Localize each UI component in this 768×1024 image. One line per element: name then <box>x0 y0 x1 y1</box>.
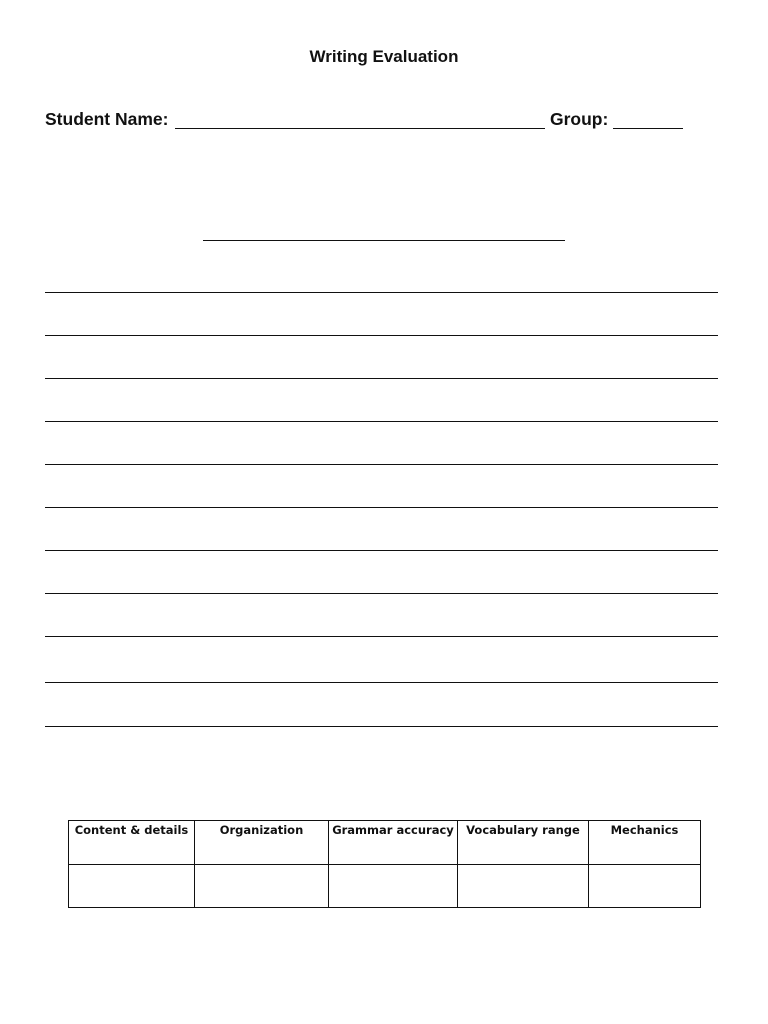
writing-line[interactable] <box>45 292 718 293</box>
essay-title-field[interactable] <box>203 240 565 241</box>
rubric-header-organization: Organization <box>195 821 329 865</box>
rubric-score-row <box>69 865 701 908</box>
rubric-header-vocabulary: Vocabulary range <box>458 821 589 865</box>
writing-line[interactable] <box>45 550 718 551</box>
rubric-header-mechanics: Mechanics <box>589 821 701 865</box>
student-info-row <box>45 108 735 132</box>
writing-line[interactable] <box>45 335 718 336</box>
student-name-label: Student Name: <box>45 109 169 129</box>
rubric-score-organization[interactable] <box>195 865 329 908</box>
writing-line[interactable] <box>45 378 718 379</box>
group-field[interactable] <box>613 128 683 129</box>
rubric-table <box>68 820 701 908</box>
writing-line[interactable] <box>45 726 718 727</box>
writing-line[interactable] <box>45 507 718 508</box>
rubric-header-grammar: Grammar accuracy <box>329 821 458 865</box>
writing-line[interactable] <box>45 593 718 594</box>
rubric-score-vocabulary[interactable] <box>458 865 589 908</box>
rubric-header-content: Content & details <box>69 821 195 865</box>
writing-line[interactable] <box>45 464 718 465</box>
group-label: Group: <box>550 109 609 129</box>
rubric-score-mechanics[interactable] <box>589 865 701 908</box>
rubric-score-content[interactable] <box>69 865 195 908</box>
student-name-field[interactable] <box>175 128 545 129</box>
rubric-score-grammar[interactable] <box>329 865 458 908</box>
writing-line[interactable] <box>45 421 718 422</box>
writing-line[interactable] <box>45 636 718 637</box>
page-title: Writing Evaluation <box>309 47 459 66</box>
writing-line[interactable] <box>45 682 718 683</box>
rubric-header-row <box>69 821 701 865</box>
